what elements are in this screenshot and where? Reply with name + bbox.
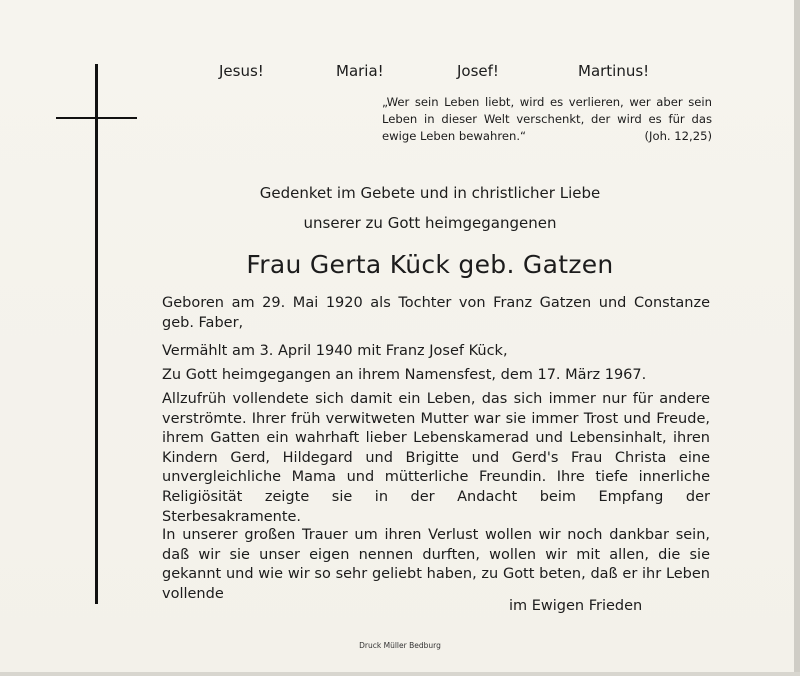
death-statement: Zu Gott heimgegangen an ihrem Namensfest, dem 17. März 1967. [162,367,647,383]
bible-quote-reference: (Joh. 12,25) [644,129,712,143]
bible-quote [382,94,712,145]
invocation-josef: Josef! [457,62,499,80]
prayer-paragraph: In unserer großen Trauer um ihren Verlust wollen wir noch dankbar sein, daß wir sie unser eigen nennen durften, wollen wir mit allen, die sie gekannt und wie wir so sehr geliebt haben, zu Gott beten, daß er ihr Leben vollende [162,527,710,602]
invocation-maria: Maria! [336,62,384,80]
marriage-statement: Vermählt am 3. April 1940 mit Franz Josef Kück, [162,343,508,359]
intro-line-1: Gedenket im Gebete und in christlicher Liebe [259,184,601,202]
printer-credit: Druck Müller Bedburg [359,641,441,650]
eulogy-paragraph: Allzufrüh vollendete sich damit ein Leben, das sich immer nur für andere verströmte. Ihrer früh verwitweten Mutter war sie immer Trost und Freude, ihrem Gatten ein wahrhaft lieber Lebenskamerad und Lebensinhalt, ihren Kindern Gerd, Hildegard und Brigitte und Gerd's Frau Christa eine unvergleichliche Mama und mütterliche Freundin. Ihre tiefe innerliche Religiösität zeigte sie in der Andacht beim Empfang der Sterbesakramente. [162,391,710,525]
cross-vertical-bar [95,64,98,604]
invocation-martinus: Martinus! [578,62,650,80]
card-edge-bottom [0,672,800,676]
birth-statement: Geboren am 29. Mai 1920 als Tochter von Franz Gatzen und Constanze geb. Faber, [162,295,710,331]
cross-horizontal-bar [56,117,137,119]
closing-line: im Ewigen Frieden [509,598,643,614]
deceased-name: Frau Gerta Kück geb. Gatzen [246,250,614,279]
invocation-jesus: Jesus! [219,62,264,80]
card-edge-right [794,0,800,676]
bible-quote-text: „Wer sein Leben liebt, wird es verlieren, wer aber sein Leben in dieser Welt verschenkt, der wird es für das ewige Leben bewahren.“ [382,95,712,143]
intro-line-2: unserer zu Gott heimgegangenen [303,214,557,232]
